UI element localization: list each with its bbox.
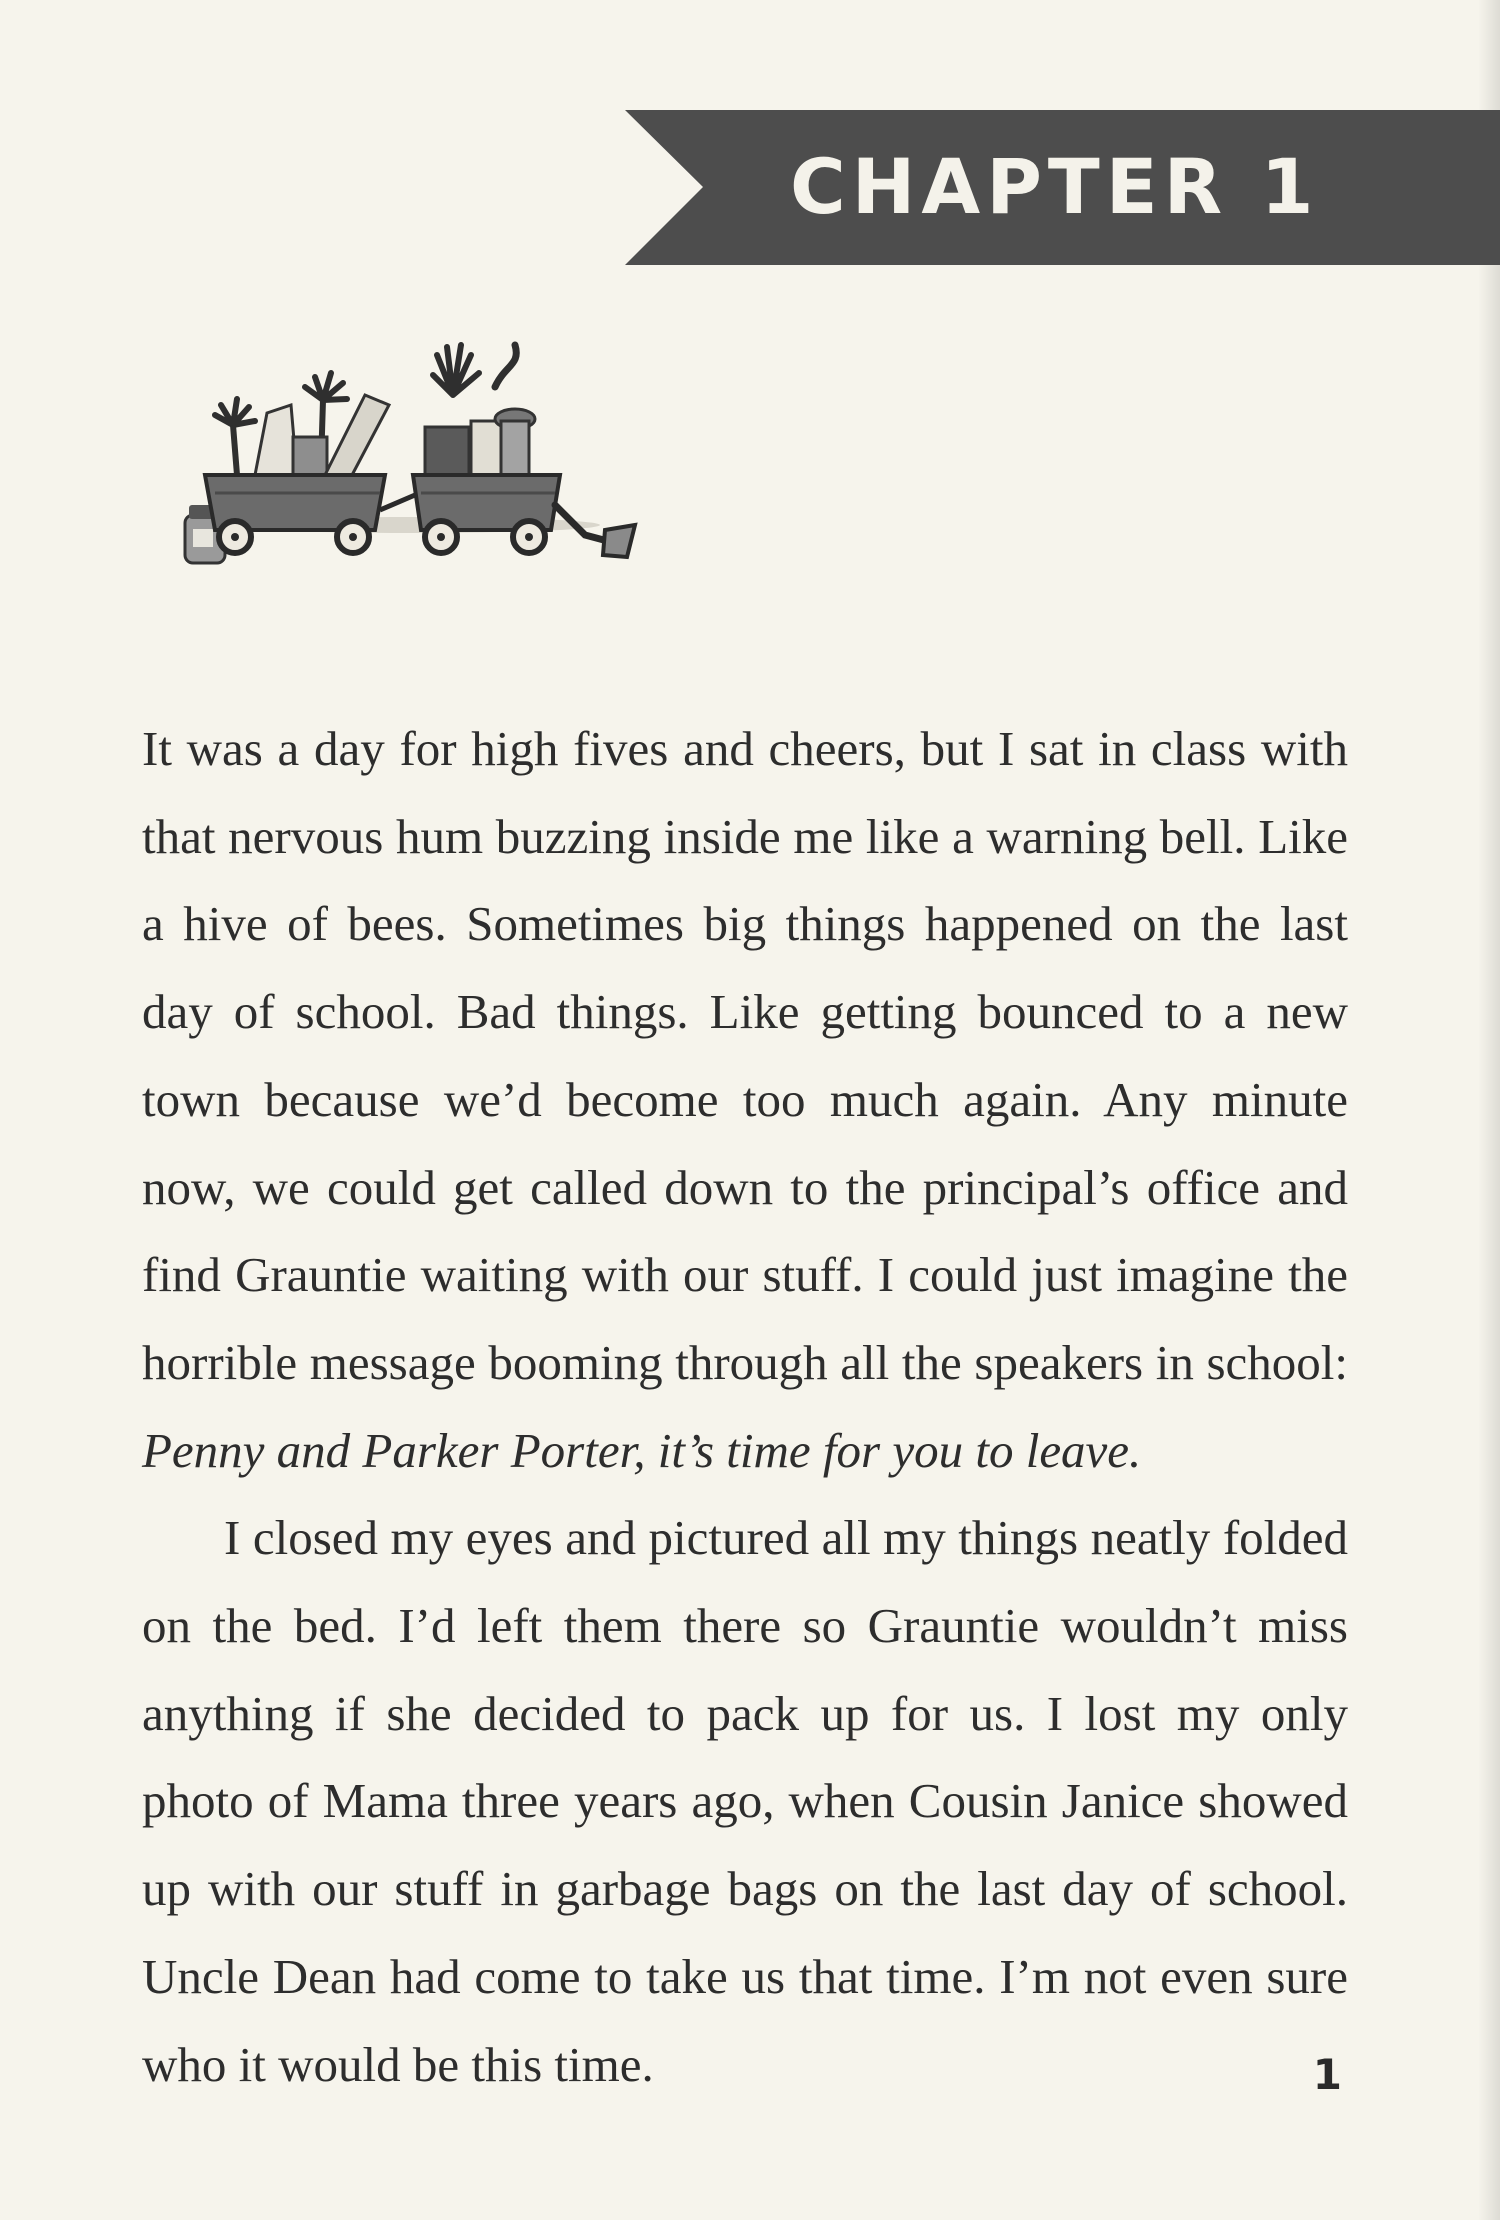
page-spine-shadow xyxy=(1478,0,1500,2220)
wagons-with-plants-illustration xyxy=(175,325,645,575)
paragraph-1 xyxy=(142,705,1348,1494)
chapter-title: CHAPTER 1 xyxy=(790,142,1320,231)
paragraph-1-text: It was a day for high fives and cheers, but I sat in class with that nervous hum buzzing inside me like a warning bell. Like a hive of bees. Sometimes big things happened on the last day of school. Bad things. Like getting bounced to a new town because we’d become too much again. Any minute now, we could get called down to the principal’s office and find Grauntie waiting with our stuff. I could just imagine the horrible message booming through all the speakers in school: xyxy=(142,721,1348,1390)
paragraph-2: I closed my eyes and pictured all my things neatly folded on the bed. I’d left them there so Grauntie wouldn’t miss anything if she decided to pack up for us. I lost my only photo of Mama three years ago, when Cousin Janice showed up with our stuff in garbage bags on the last day of school. Uncle Dean had come to take us that time. I’m not even sure who it would be this time. xyxy=(142,1510,1348,2092)
left-wagon-icon xyxy=(205,373,389,553)
paragraph-1-italic-text: Penny and Parker Porter, it’s time for you to leave. xyxy=(142,1422,1142,1478)
chapter-body-text xyxy=(142,705,1348,2108)
right-wagon-icon xyxy=(413,345,635,557)
page-number: 1 xyxy=(1312,2050,1342,2099)
chapter-banner xyxy=(625,110,1500,265)
